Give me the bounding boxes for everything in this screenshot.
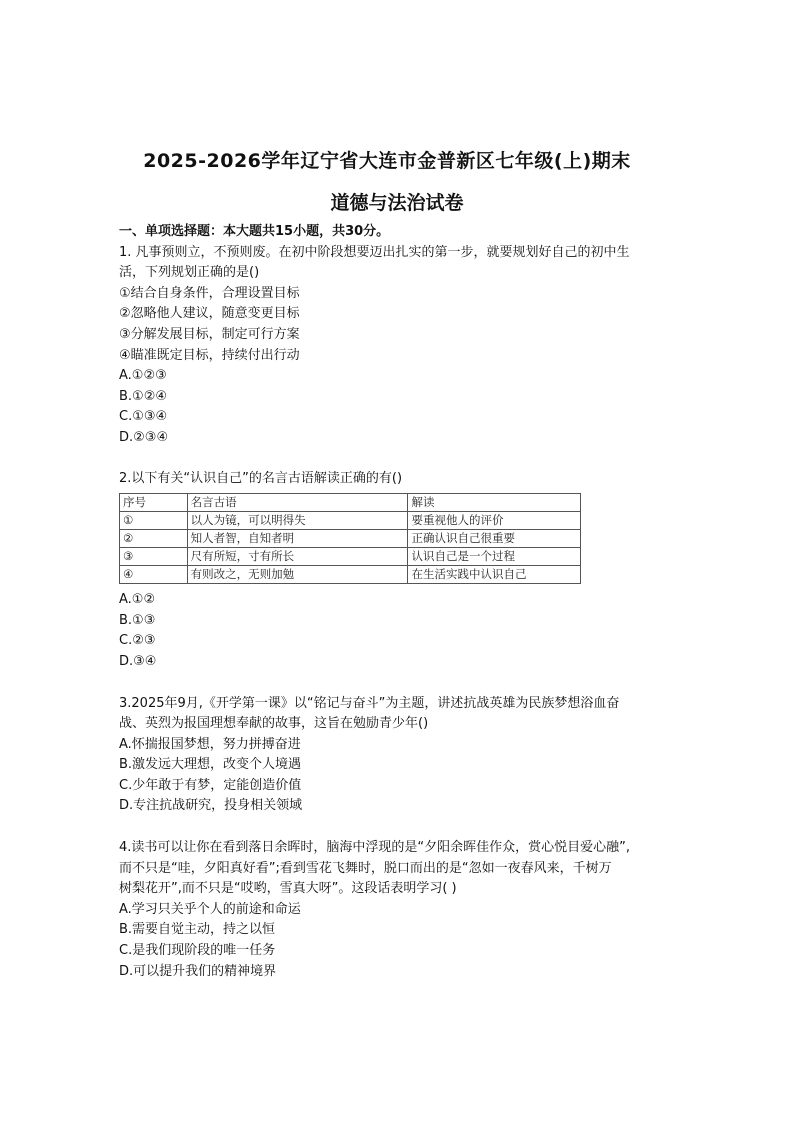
question-1 xyxy=(119,243,689,449)
question-1-item: ①结合自身条件，合理设置目标 xyxy=(119,285,300,301)
question-4 xyxy=(119,838,689,982)
table-header-cell: 序号 xyxy=(120,494,188,512)
table-cell: 要重视他人的评价 xyxy=(408,512,581,530)
question-1-item: ③分解发展目标，制定可行方案 xyxy=(119,326,300,342)
question-4-option-c: C.是我们现阶段的唯一任务 xyxy=(119,943,276,959)
question-2-option-d: D.③④ xyxy=(119,653,157,669)
table-cell: ④ xyxy=(120,566,188,584)
exam-title-line1: 2025-2026学年辽宁省大连市金普新区七年级(上)期末 xyxy=(143,150,631,172)
table-header-cell: 解读 xyxy=(408,494,581,512)
question-4-stem-line3: 树梨花开”,而不只是“哎哟，雪真大呀”。这段话表明学习( ) xyxy=(119,881,457,897)
table-cell: 有则改之，无则加勉 xyxy=(187,566,408,584)
table-cell: ① xyxy=(120,512,188,530)
question-3 xyxy=(119,694,689,818)
question-4-option-d: D.可以提升我们的精神境界 xyxy=(119,963,277,979)
table-cell: 尺有所短，寸有所长 xyxy=(187,548,408,566)
table-cell: 以人为镜，可以明得失 xyxy=(187,512,408,530)
question-1-option-a: A.①②③ xyxy=(119,368,167,384)
section-heading: 一、单项选择题：本大题共15小题，共30分。 xyxy=(119,224,390,239)
table-row xyxy=(120,530,581,548)
spacer xyxy=(119,817,689,838)
table-cell: 正确认识自己很重要 xyxy=(408,530,581,548)
question-3-option-a: A.怀揣报国梦想，努力拼搏奋进 xyxy=(119,736,301,752)
spacer xyxy=(119,673,689,694)
table-cell: ② xyxy=(120,530,188,548)
exam-title-line2: 道德与法治试卷 xyxy=(330,192,464,214)
question-2-table xyxy=(119,493,581,584)
question-4-stem-line1: 4.读书可以让你在看到落日余晖时，脑海中浮现的是“夕阳余晖佳作众，赏心悦目爱心融”, xyxy=(119,840,631,856)
table-row xyxy=(120,566,581,584)
exam-content xyxy=(119,222,689,982)
table-header-row xyxy=(120,494,581,512)
table-cell: 认识自己是一个过程 xyxy=(408,548,581,566)
table-cell: 知人者智，自知者明 xyxy=(187,530,408,548)
table-header-cell: 名言古语 xyxy=(187,494,408,512)
question-3-stem-line2: 战、英烈为报国理想奉献的故事，这旨在勉励青少年() xyxy=(119,716,429,732)
question-3-stem-line1: 3.2025年9月,《开学第一课》以“铭记与奋斗”为主题，讲述抗战英雄为民族梦想浴血奋 xyxy=(119,695,620,711)
question-1-stem-line1: 1. 凡事预则立，不预则废。在初中阶段想要迈出扎实的第一步，就要规划好自己的初中生 xyxy=(119,244,630,260)
question-1-stem-line2: 活，下列规划正确的是() xyxy=(119,265,260,281)
question-1-item: ②忽略他人建议，随意变更目标 xyxy=(119,306,300,322)
question-1-option-b: B.①②④ xyxy=(119,388,168,404)
question-1-option-d: D.②③④ xyxy=(119,429,169,445)
question-4-option-a: A.学习只关乎个人的前途和命运 xyxy=(119,901,301,917)
table-row xyxy=(120,512,581,530)
question-3-option-c: C.少年敢于有梦，定能创造价值 xyxy=(119,777,302,793)
question-3-option-b: B.激发远大理想，改变个人境遇 xyxy=(119,757,302,773)
question-2-option-b: B.①③ xyxy=(119,612,156,628)
question-2-option-c: C.②③ xyxy=(119,633,156,649)
question-3-option-d: D.专注抗战研究，投身相关领域 xyxy=(119,798,303,814)
table-row xyxy=(120,548,581,566)
question-1-option-c: C.①③④ xyxy=(119,409,168,425)
question-2 xyxy=(119,469,689,673)
question-4-stem-line2: 而不只是“哇，夕阳真好看”;看到雪花飞舞时，脱口而出的是“忽如一夜春风来，千树万 xyxy=(119,860,612,876)
question-2-stem: 2.以下有关“认识自己”的名言古语解读正确的有() xyxy=(119,470,403,486)
spacer xyxy=(119,449,689,469)
question-1-item: ④瞄准既定目标，持续付出行动 xyxy=(119,347,300,363)
question-2-option-a: A.①② xyxy=(119,592,156,608)
question-4-option-b: B.需要自觉主动，持之以恒 xyxy=(119,922,276,938)
table-cell: 在生活实践中认识自己 xyxy=(408,566,581,584)
table-cell: ③ xyxy=(120,548,188,566)
